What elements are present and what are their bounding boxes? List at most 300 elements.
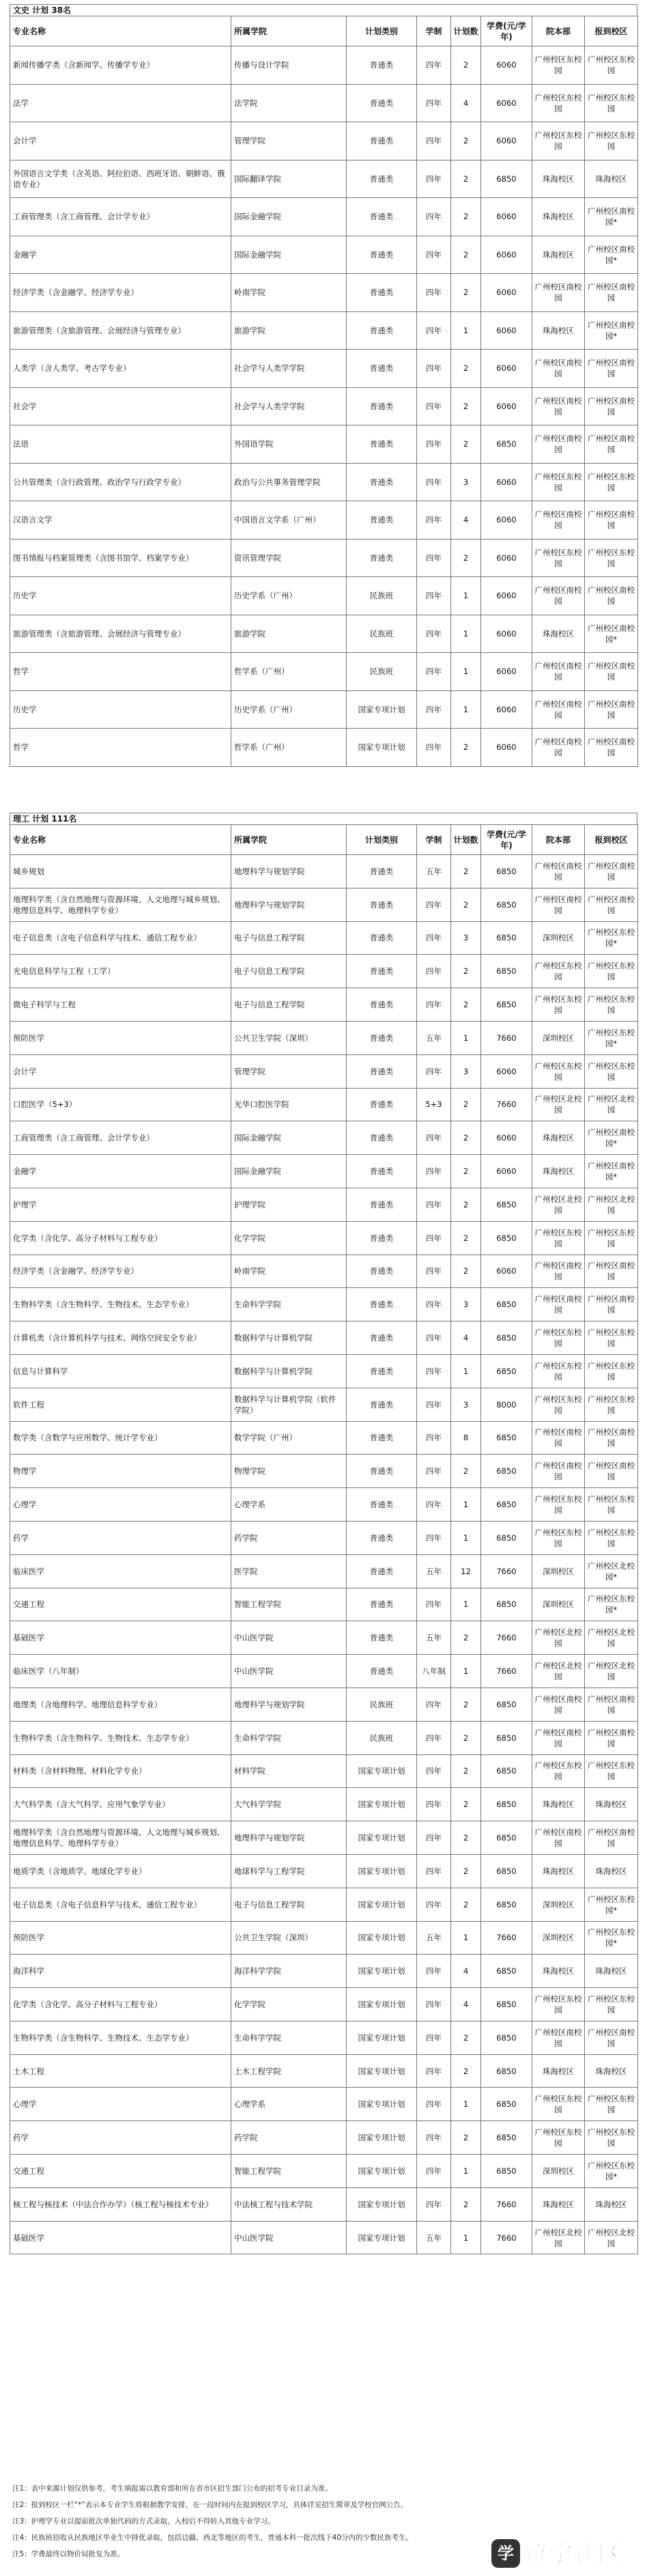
cell-report-campus: 广州校区东校园 (585, 988, 638, 1022)
cell-tuition: 6850 (481, 1488, 532, 1522)
cell-duration: 四年 (417, 1188, 451, 1221)
cell-major: 地理科学类（含自然地理与资源环境、人文地理与城乡规划、地理信息科学、地理科学专业） (10, 1821, 231, 1855)
cell-quota: 1 (451, 653, 481, 691)
table-row (10, 1754, 638, 1788)
cell-home-campus: 广州校区东校园 (532, 463, 585, 501)
cell-quota: 2 (451, 1221, 481, 1255)
cell-duration: 四年 (417, 955, 451, 988)
cell-duration: 四年 (417, 1854, 451, 1888)
cell-report-campus: 广州校区南校园 (585, 855, 638, 888)
cell-home-campus: 深圳校区 (532, 1588, 585, 1621)
cell-school: 中法核工程与技术学院 (231, 2187, 347, 2221)
table-row (10, 1554, 638, 1588)
cell-category: 普通类 (347, 1088, 417, 1121)
cell-major: 城乡规划 (10, 855, 231, 888)
table-row (10, 2121, 638, 2155)
cell-report-campus: 广州校区东校园* (585, 1021, 638, 1054)
cell-major: 信息与计算科学 (10, 1354, 231, 1388)
cell-duration: 四年 (417, 1354, 451, 1388)
cell-category: 普通类 (347, 1221, 417, 1255)
cell-report-campus: 广州校区东校园 (585, 1321, 638, 1355)
cell-report-campus: 广州校区东校园 (585, 1988, 638, 2021)
cell-tuition: 6060 (481, 1255, 532, 1288)
note-5: 注5：学费最终以物价局批复为准。 (12, 2550, 125, 2558)
cell-major: 会计学 (10, 1054, 231, 1088)
cell-tuition: 6850 (481, 1888, 532, 1921)
cell-quota: 1 (451, 2221, 481, 2254)
cell-quota: 1 (451, 690, 481, 729)
cell-report-campus: 广州校区南校园 (585, 1688, 638, 1721)
cell-school: 管理学院 (231, 1054, 347, 1088)
col-header-school: 所属学院 (231, 16, 347, 46)
cell-report-campus: 广州校区南校园 (585, 425, 638, 464)
cell-quota: 1 (451, 311, 481, 350)
cell-category: 国家专项计划 (347, 1754, 417, 1788)
cell-tuition: 7660 (481, 1021, 532, 1054)
cell-major: 会计学 (10, 122, 231, 160)
cell-duration: 5+3 (417, 1088, 451, 1121)
cell-category: 普通类 (347, 1288, 417, 1321)
cell-major: 数学类（含数学与应用数学、统计学专业） (10, 1421, 231, 1455)
cell-home-campus: 广州校区东校园 (532, 539, 585, 577)
cell-report-campus: 珠海校区 (585, 1955, 638, 1988)
cell-category: 国家专项计划 (347, 1955, 417, 1988)
col-header-duration: 学制 (417, 825, 451, 855)
cell-quota: 2 (451, 988, 481, 1022)
cell-tuition: 6850 (481, 1421, 532, 1455)
cell-major: 软件工程 (10, 1388, 231, 1421)
table-row (10, 1088, 638, 1121)
cell-quota: 1 (451, 577, 481, 615)
cell-quota: 2 (451, 539, 481, 577)
cell-school: 生命科学学院 (231, 1721, 347, 1754)
cell-major: 历史学 (10, 577, 231, 615)
table-row (10, 888, 638, 921)
cell-school: 公共卫生学院（深圳） (231, 1021, 347, 1054)
cell-report-campus: 珠海校区 (585, 2187, 638, 2221)
cell-quota: 1 (451, 615, 481, 653)
table-row (10, 1488, 638, 1522)
cell-home-campus: 深圳校区 (532, 2155, 585, 2188)
cell-school: 旅游学院 (231, 311, 347, 350)
cell-category: 普通类 (347, 387, 417, 425)
table-row (10, 1388, 638, 1421)
cell-home-campus: 珠海校区 (532, 2054, 585, 2088)
cell-duration: 四年 (417, 463, 451, 501)
cell-report-campus: 广州校区南校园 (585, 501, 638, 540)
cell-category: 国家专项计划 (347, 1788, 417, 1821)
cell-duration: 五年 (417, 1621, 451, 1655)
cell-tuition: 6850 (481, 1221, 532, 1255)
note-4: 注4：民族班招收从民族地区毕业生中择优录取，包括边疆、西北等地区的考生，普通本科一批次线下40分内的少数民族考生。 (12, 2534, 414, 2542)
cell-duration: 四年 (417, 1288, 451, 1321)
table-row (10, 1188, 638, 1221)
cell-tuition: 6850 (481, 2021, 532, 2054)
cell-quota: 4 (451, 84, 481, 122)
cell-category: 普通类 (347, 46, 417, 85)
cell-school: 国际金融学院 (231, 236, 347, 274)
cell-home-campus: 广州校区东校园 (532, 122, 585, 160)
cell-school: 历史学系（广州） (231, 577, 347, 615)
table-header-row (10, 16, 638, 46)
cell-category: 民族班 (347, 577, 417, 615)
table-row (10, 855, 638, 888)
cell-quota: 2 (451, 274, 481, 312)
cell-tuition: 7660 (481, 1621, 532, 1655)
cell-home-campus: 广州校区南校园 (532, 350, 585, 388)
cell-duration: 四年 (417, 1788, 451, 1821)
cell-major: 心理学 (10, 1488, 231, 1522)
cell-tuition: 6850 (481, 1821, 532, 1855)
cell-major: 历史学 (10, 690, 231, 729)
cell-major: 护理学 (10, 1188, 231, 1221)
table-header-row (10, 825, 638, 855)
cell-tuition: 6060 (481, 46, 532, 85)
cell-school: 传播与设计学院 (231, 46, 347, 85)
cell-duration: 四年 (417, 1721, 451, 1754)
cell-tuition: 7660 (481, 1921, 532, 1955)
cell-major: 基础医学 (10, 2221, 231, 2254)
cell-school: 光华口腔医学院 (231, 1088, 347, 1121)
cell-duration: 四年 (417, 501, 451, 540)
cell-quota: 2 (451, 2121, 481, 2155)
cell-tuition: 6850 (481, 1721, 532, 1754)
cell-home-campus: 广州校区北校园 (532, 1188, 585, 1221)
cell-major: 电子信息类（含电子信息科学与技术、通信工程专业） (10, 921, 231, 955)
cell-duration: 四年 (417, 387, 451, 425)
watermark-text: 留学社区 (524, 2540, 622, 2567)
cell-category: 普通类 (347, 350, 417, 388)
cell-tuition: 6060 (481, 198, 532, 236)
cell-school: 地理科学与规划学院 (231, 1821, 347, 1855)
section-title: 理工 计划 111名 (10, 813, 637, 824)
cell-category: 国家专项计划 (347, 729, 417, 767)
cell-home-campus: 广州校区北校园 (532, 1621, 585, 1655)
cell-school: 药学院 (231, 1521, 347, 1554)
cell-duration: 四年 (417, 921, 451, 955)
cell-report-campus: 珠海校区 (585, 160, 638, 198)
cell-quota: 2 (451, 46, 481, 85)
table-row (10, 1054, 638, 1088)
cell-quota: 3 (451, 1054, 481, 1088)
cell-major: 法学 (10, 84, 231, 122)
cell-major: 基础医学 (10, 1621, 231, 1655)
table-row (10, 1888, 638, 1921)
cell-category: 普通类 (347, 198, 417, 236)
table-body (10, 855, 638, 2254)
cell-home-campus: 珠海校区 (532, 236, 585, 274)
table-row (10, 463, 638, 501)
cell-quota: 8 (451, 1421, 481, 1455)
cell-home-campus: 深圳校区 (532, 1021, 585, 1054)
cell-school: 大气科学学院 (231, 1788, 347, 1821)
cell-major: 临床医学 (10, 1554, 231, 1588)
cell-duration: 四年 (417, 236, 451, 274)
table-row (10, 311, 638, 350)
col-header-tuition: 学费(元/学年) (481, 825, 532, 855)
cell-report-campus: 广州校区南校园 (585, 1455, 638, 1488)
cell-category: 普通类 (347, 1388, 417, 1421)
cell-category: 国家专项计划 (347, 2021, 417, 2054)
cell-tuition: 8000 (481, 1388, 532, 1421)
cell-report-campus: 珠海校区 (585, 2054, 638, 2088)
cell-home-campus: 广州校区北校园 (532, 2221, 585, 2254)
cell-quota: 2 (451, 1121, 481, 1155)
cell-tuition: 6060 (481, 729, 532, 767)
cell-category: 普通类 (347, 1054, 417, 1088)
cell-tuition: 6060 (481, 274, 532, 312)
cell-tuition: 6850 (481, 1788, 532, 1821)
cell-home-campus: 广州校区南校园 (532, 690, 585, 729)
cell-home-campus: 广州校区东校园 (532, 2088, 585, 2121)
cell-quota: 3 (451, 1388, 481, 1421)
cell-school: 电子与信息工程学院 (231, 988, 347, 1022)
cell-quota: 1 (451, 1655, 481, 1688)
col-header-category: 计划类别 (347, 16, 417, 46)
cell-school: 物理学院 (231, 1455, 347, 1488)
section-wenshi (10, 4, 637, 767)
cell-category: 普通类 (347, 1488, 417, 1522)
col-header-home-campus: 院本部 (532, 825, 585, 855)
cell-category: 国家专项计划 (347, 1821, 417, 1855)
cell-home-campus: 广州校区东校园 (532, 1321, 585, 1355)
cell-duration: 四年 (417, 311, 451, 350)
table-row (10, 1221, 638, 1255)
cell-major: 预防医学 (10, 1921, 231, 1955)
cell-home-campus: 广州校区南校园 (532, 274, 585, 312)
cell-tuition: 6060 (481, 690, 532, 729)
cell-tuition: 6850 (481, 1188, 532, 1221)
cell-major: 人类学（含人类学、考古学专业） (10, 350, 231, 388)
cell-home-campus: 珠海校区 (532, 311, 585, 350)
cell-report-campus: 广州校区南校园 (585, 350, 638, 388)
cell-duration: 四年 (417, 539, 451, 577)
cell-major: 工商管理类（含工商管理、会计学专业） (10, 1121, 231, 1155)
cell-category: 普通类 (347, 122, 417, 160)
table-row (10, 690, 638, 729)
table-row (10, 1321, 638, 1355)
cell-home-campus: 珠海校区 (532, 2187, 585, 2221)
cell-tuition: 6060 (481, 350, 532, 388)
cell-quota: 2 (451, 1854, 481, 1888)
cell-major: 海洋科学 (10, 1955, 231, 1988)
cell-tuition: 6060 (481, 311, 532, 350)
cell-report-campus: 广州校区东校园* (585, 1888, 638, 1921)
cell-report-campus: 广州校区南校园 (585, 690, 638, 729)
cell-report-campus: 广州校区南校园 (585, 274, 638, 312)
cell-major: 地理科学类（含自然地理与资源环境、人文地理与城乡规划、地理信息科学、地理科学专业） (10, 888, 231, 921)
cell-quota: 2 (451, 1088, 481, 1121)
cell-report-campus: 广州校区北校园* (585, 1554, 638, 1588)
table-row (10, 2155, 638, 2188)
cell-category: 普通类 (347, 539, 417, 577)
cell-tuition: 7660 (481, 1655, 532, 1688)
cell-report-campus: 广州校区南校园* (585, 311, 638, 350)
cell-major: 土木工程 (10, 2054, 231, 2088)
cell-quota: 1 (451, 1921, 481, 1955)
cell-quota: 2 (451, 198, 481, 236)
cell-duration: 四年 (417, 1521, 451, 1554)
cell-category: 普通类 (347, 160, 417, 198)
cell-tuition: 6060 (481, 539, 532, 577)
cell-home-campus: 广州校区南校园 (532, 653, 585, 691)
cell-report-campus: 广州校区东校园 (585, 1388, 638, 1421)
cell-major: 旅游管理类（含旅游管理、会展经济与管理专业） (10, 311, 231, 350)
cell-duration: 四年 (417, 1988, 451, 2021)
cell-category: 普通类 (347, 1655, 417, 1688)
cell-category: 普通类 (347, 311, 417, 350)
cell-quota: 1 (451, 1354, 481, 1388)
cell-report-campus: 广州校区南校园 (585, 577, 638, 615)
cell-home-campus: 深圳校区 (532, 1554, 585, 1588)
cell-school: 国际金融学院 (231, 198, 347, 236)
cell-home-campus: 深圳校区 (532, 1888, 585, 1921)
cell-major: 外国语言文学类（含英语、阿拉伯语、西班牙语、朝鲜语、俄语专业） (10, 160, 231, 198)
cell-report-campus: 珠海校区 (585, 1854, 638, 1888)
cell-school: 数据科学与计算机学院 (231, 1321, 347, 1355)
cell-home-campus: 广州校区南校园 (532, 1288, 585, 1321)
cell-major: 公共管理类（含行政管理、政治学与行政学专业） (10, 463, 231, 501)
cell-major: 生物科学类（含生物科学、生物技术、生态学专业） (10, 1721, 231, 1754)
cell-school: 电子与信息工程学院 (231, 1888, 347, 1921)
cell-tuition: 6060 (481, 387, 532, 425)
cell-tuition: 6850 (481, 1455, 532, 1488)
cell-tuition: 6850 (481, 1588, 532, 1621)
cell-quota: 4 (451, 1955, 481, 1988)
cell-duration: 四年 (417, 988, 451, 1022)
cell-category: 国家专项计划 (347, 2121, 417, 2155)
cell-report-campus: 广州校区东校园 (585, 1754, 638, 1788)
section-title: 文史 计划 38名 (10, 4, 637, 16)
cell-duration: 五年 (417, 1921, 451, 1955)
table-row (10, 1354, 638, 1388)
cell-quota: 3 (451, 463, 481, 501)
cell-quota: 2 (451, 425, 481, 464)
cell-quota: 1 (451, 2155, 481, 2188)
cell-duration: 四年 (417, 1588, 451, 1621)
cell-major: 药学 (10, 2121, 231, 2155)
cell-school: 资讯管理学院 (231, 539, 347, 577)
cell-category: 国家专项计划 (347, 2187, 417, 2221)
cell-school: 岭南学院 (231, 1255, 347, 1288)
cell-home-campus: 深圳校区 (532, 1921, 585, 1955)
table-row (10, 1521, 638, 1554)
cell-school: 地理科学与规划学院 (231, 888, 347, 921)
cell-duration: 四年 (417, 1955, 451, 1988)
cell-category: 普通类 (347, 855, 417, 888)
table-row (10, 1788, 638, 1821)
cell-category: 国家专项计划 (347, 1921, 417, 1955)
cell-report-campus: 广州校区东校园* (585, 2155, 638, 2188)
cell-quota: 1 (451, 2088, 481, 2121)
cell-major: 新闻传播学类（含新闻学、传播学专业） (10, 46, 231, 85)
cell-quota: 2 (451, 160, 481, 198)
cell-tuition: 6850 (481, 855, 532, 888)
cell-duration: 四年 (417, 84, 451, 122)
cell-major: 旅游管理类（含旅游管理、会展经济与管理专业） (10, 615, 231, 653)
cell-home-campus: 广州校区东校园 (532, 2121, 585, 2155)
cell-tuition: 6060 (481, 501, 532, 540)
cell-tuition: 6850 (481, 2088, 532, 2121)
cell-school: 数据科学与计算机学院 (231, 1354, 347, 1388)
cell-quota: 2 (451, 1188, 481, 1221)
col-header-tuition: 学费(元/学年) (481, 16, 532, 46)
cell-tuition: 7660 (481, 2221, 532, 2254)
table-row (10, 1821, 638, 1855)
cell-report-campus: 广州校区北校园 (585, 1188, 638, 1221)
cell-quota: 2 (451, 350, 481, 388)
cell-school: 岭南学院 (231, 274, 347, 312)
cell-quota: 2 (451, 122, 481, 160)
cell-home-campus: 广州校区北校园 (532, 1655, 585, 1688)
cell-tuition: 6060 (481, 1155, 532, 1188)
cell-category: 国家专项计划 (347, 690, 417, 729)
table-row (10, 501, 638, 540)
cell-home-campus: 广州校区南校园 (532, 2021, 585, 2054)
col-header-report-campus: 报到校区 (585, 16, 638, 46)
cell-category: 普通类 (347, 1455, 417, 1488)
cell-duration: 四年 (417, 1255, 451, 1288)
cell-category: 普通类 (347, 1521, 417, 1554)
table-row (10, 1988, 638, 2021)
col-header-report-campus: 报到校区 (585, 825, 638, 855)
cell-duration: 四年 (417, 2187, 451, 2221)
cell-home-campus: 广州校区东校园 (532, 1488, 585, 1522)
cell-report-campus: 广州校区东校园 (585, 1521, 638, 1554)
cell-category: 民族班 (347, 653, 417, 691)
cell-quota: 1 (451, 1588, 481, 1621)
cell-report-campus: 广州校区南校园* (585, 198, 638, 236)
cell-school: 心理学系 (231, 2088, 347, 2121)
cell-home-campus: 珠海校区 (532, 1155, 585, 1188)
cell-school: 哲学系（广州） (231, 653, 347, 691)
cell-quota: 2 (451, 955, 481, 988)
cell-duration: 四年 (417, 1754, 451, 1788)
cell-school: 社会学与人类学学院 (231, 350, 347, 388)
cell-tuition: 6060 (481, 615, 532, 653)
cell-tuition: 6060 (481, 463, 532, 501)
cell-category: 普通类 (347, 236, 417, 274)
cell-school: 社会学与人类学学院 (231, 387, 347, 425)
cell-quota: 2 (451, 1255, 481, 1288)
cell-quota: 1 (451, 1021, 481, 1054)
cell-category: 普通类 (347, 1255, 417, 1288)
cell-tuition: 6060 (481, 84, 532, 122)
cell-duration: 四年 (417, 2121, 451, 2155)
table-row (10, 350, 638, 388)
cell-quota: 1 (451, 1521, 481, 1554)
cell-duration: 四年 (417, 350, 451, 388)
cell-quota: 2 (451, 1621, 481, 1655)
table-row (10, 2221, 638, 2254)
cell-major: 材料类（含材料物理、材料化学专业） (10, 1754, 231, 1788)
cell-school: 旅游学院 (231, 615, 347, 653)
cell-duration: 四年 (417, 2054, 451, 2088)
cell-major: 经济学类（含金融学、经济学专业） (10, 1255, 231, 1288)
cell-tuition: 6060 (481, 653, 532, 691)
cell-school: 中山医学院 (231, 2221, 347, 2254)
cell-duration: 四年 (417, 2021, 451, 2054)
cell-tuition: 6060 (481, 1121, 532, 1155)
cell-quota: 4 (451, 501, 481, 540)
table-row (10, 1121, 638, 1155)
cell-report-campus: 广州校区东校园 (585, 463, 638, 501)
cell-school: 地理科学与规划学院 (231, 1688, 347, 1721)
table-row (10, 84, 638, 122)
table-row (10, 46, 638, 85)
cell-quota: 2 (451, 2021, 481, 2054)
cell-report-campus: 广州校区东校园* (585, 921, 638, 955)
